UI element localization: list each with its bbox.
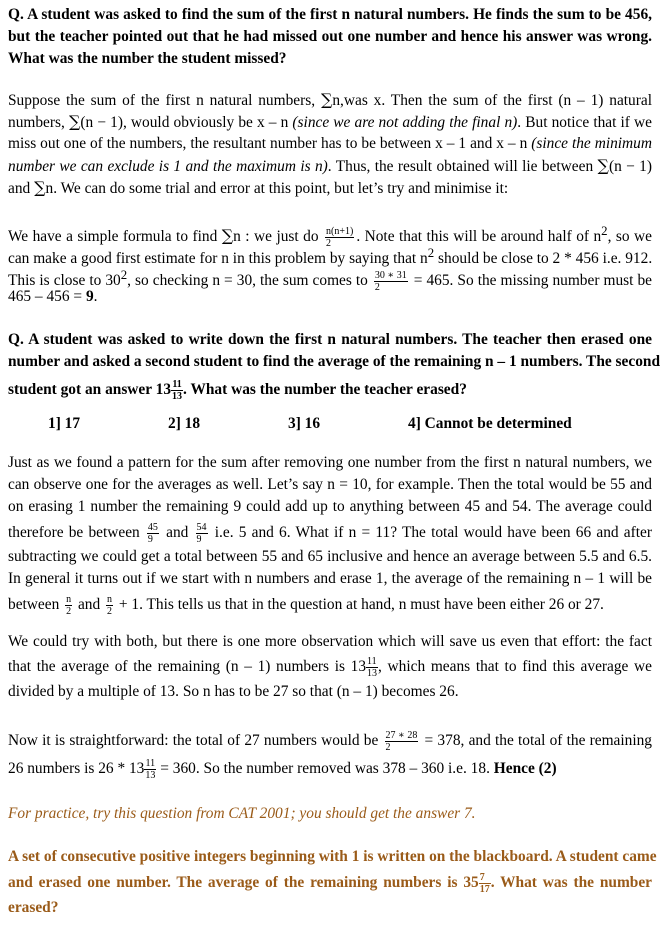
p1-line-3: miss out one of the numbers, the resultant number has to be between x – 1 and x – n (since the minimum (8, 135, 652, 152)
question-3-line-3: erased? (8, 899, 59, 916)
fraction-27x28-over-2: $\frac{27 ∗ 28}{2}$ (385, 730, 418, 753)
solution-1-paragraph-2 (8, 220, 652, 308)
question-1-line-1: Q. A student was asked to find the sum of the first n natural numbers. He finds the sum to be 456, (8, 6, 652, 23)
option-2: 2] 18 (168, 415, 201, 432)
p3-line-3: on erasing 1 number the remaining 9 could add up to anything between 45 and 54. The average could (8, 498, 652, 515)
p3-line-5: subtracting we could get a total between 55 and 65 inclusive and hence an average between 5.5 and 6.5. (8, 548, 652, 565)
question-1-line-3: What was the number the student missed? (8, 50, 287, 67)
p3-line-6: In general it turns out if we start with n numbers and erase 1, the average of the remaining n – 1 will be (8, 570, 652, 587)
mixed-fraction-7-17: $\frac{7}{17}$ (479, 872, 490, 895)
option-1: 1] 17 (48, 415, 81, 432)
p2-line-3: This is close to $30^2$, so checking n = 30, the sum comes to $\frac{30 ∗ 31}{2}$ = 465. So the missing number must be (8, 268, 652, 294)
p2-line-2: can make a good first estimate for n in this problem by saying that $n^2$ should be close to 2 * 456 i.e. 912. (8, 246, 653, 268)
fraction-n-over-2-second: $\frac{n}{2}$ (107, 594, 113, 617)
fraction-54-over-9: $\frac{54}{9}$ (196, 522, 207, 545)
fraction-n-over-2: $\frac{n}{2}$ (66, 594, 72, 617)
question-3 (8, 846, 657, 919)
p4-line-1: We could try with both, but there is one more observation which will save us even that effort: the fact (8, 633, 652, 650)
question-2-line-1: Q. A student was asked to write down the first n natural numbers. The teacher then erased one (8, 331, 652, 348)
p4-line-3: divided by a multiple of 13. So n has to be 27 so that (n – 1) becomes 26. (8, 683, 459, 700)
p2-line-4: 465 – 456 = 9. (8, 288, 98, 305)
mixed-fraction-11-13: $\frac{11}{13}$ (145, 758, 156, 781)
mixed-fraction-11-13: $\frac{11}{13}$ (367, 656, 378, 679)
p5-line-2: 26 numbers is 26 * 13 $\frac{11}{13}$ = 360. So the number removed was 378 – 360 i.e. 18. Hence (2) (8, 758, 557, 781)
practice-text: For practice, try this question from CAT 2001; you should get the answer 7. (8, 805, 476, 822)
fraction-30x31-over-2: $\frac{30 ∗ 31}{2}$ (374, 270, 407, 294)
p3-line-7: between $\frac{n}{2}$ and $\frac{n}{2}$ + 1. This tells us that in the question at hand, n must have been either 26 or 27. (8, 594, 604, 617)
p3-line-2: can observe one for the averages as well. Let’s say n = 10, for example. Then the total would be 55 and (8, 476, 652, 493)
p3-line-4: therefore be between $\frac{45}{9}$ and $\frac{54}{9}$ i.e. 5 and 6. What if n = 11? The total would have been 66 and after (8, 522, 652, 545)
p5-line-1: Now it is straightforward: the total of 27 numbers would be $\frac{27 ∗ 28}{2}$ = 378, and the total of the remaining (8, 730, 653, 753)
question-2-line-3: student got an answer 13 $\frac{11}{13}$ . What was the number the teacher erased? (8, 379, 467, 402)
p1-line-5: and ∑n. We can do some trial and error at this point, but let’s try and minimise it: (8, 178, 509, 197)
p3-line-1: Just as we found a pattern for the sum after removing one number from the first n natural numbers, we (8, 454, 652, 471)
fraction-45-over-9: $\frac{45}{9}$ (147, 522, 158, 545)
question-2-line-2: number and asked a second student to find the average of the remaining n – 1 numbers. The second (8, 353, 660, 370)
p4-line-2: that the average of the remaining (n – 1) numbers is 13 $\frac{11}{13}$ , which means that to find this average we (8, 656, 652, 679)
question-2 (8, 329, 660, 402)
question-1 (8, 4, 652, 70)
p1-line-1: Suppose the sum of the first n natural numbers, ∑n,was x. Then the sum of the first (n – 1) natural (8, 90, 652, 109)
p1-line-4: number we can exclude is 1 and the maximum is n). Thus, the result obtained will lie between ∑(n − 1) (8, 156, 652, 175)
mixed-fraction-11-13: $\frac{11}{13}$ (172, 379, 183, 402)
option-3: 3] 16 (288, 415, 321, 432)
solution-2-paragraph-3 (8, 730, 652, 780)
p1-line-2: numbers, ∑(n − 1), would obviously be x – n (since we are not adding the final n). But notice that if we (8, 112, 652, 131)
question-3-line-2: and erased one number. The average of the remaining numbers is 35 $\frac{7}{17}$ . What was the number (8, 872, 652, 895)
answer-options (0, 413, 660, 435)
practice-note (8, 803, 652, 825)
p2-line-1: We have a simple formula to find ∑n : we just do $\frac{n(n+1)}{2}$ . Note that this will be around half of $n^2$, so we (8, 224, 652, 250)
solution-2-paragraph-1 (8, 452, 652, 616)
solution-1-paragraph-1 (8, 89, 652, 199)
question-1-line-2: but the teacher pointed out that he had missed out one number and hence his answer was wrong. (8, 28, 652, 45)
fraction-n-n-plus-1-over-2: $\frac{n(n+1)}{2}$ (326, 226, 354, 250)
solution-2-paragraph-2 (8, 631, 652, 703)
question-3-line-1: A set of consecutive positive integers beginning with 1 is written on the blackboard. A student came (8, 848, 657, 865)
option-4: 4] Cannot be determined (408, 415, 572, 432)
